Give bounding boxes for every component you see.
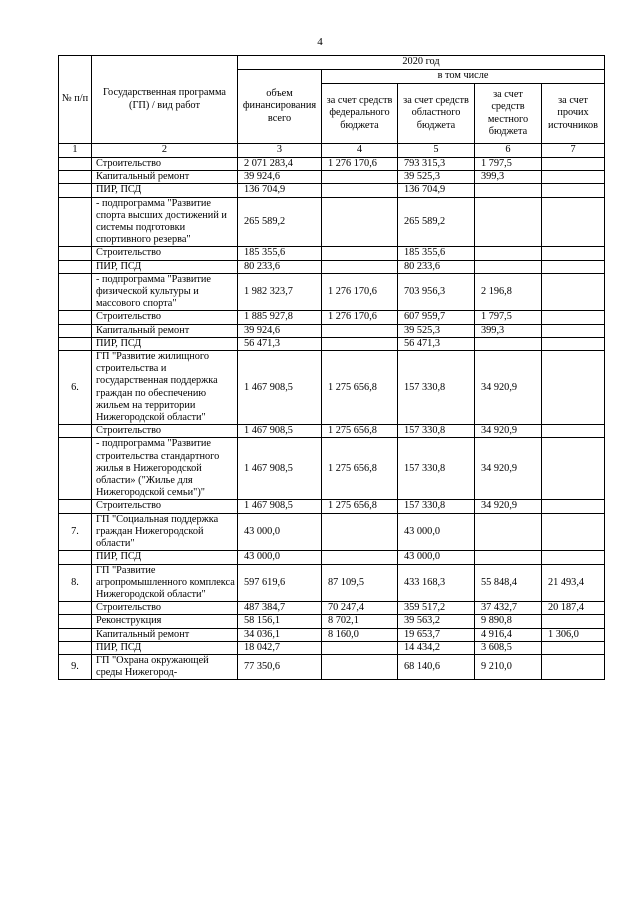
row-name: ПИР, ПСД: [92, 641, 238, 654]
cell-federal: 1 276 170,6: [322, 158, 398, 171]
index-cell: 4: [322, 144, 398, 158]
cell-total: 2 071 283,4: [238, 158, 322, 171]
row-name: Капитальный ремонт: [92, 628, 238, 641]
cell-other: [542, 654, 605, 679]
row-name: Капитальный ремонт: [92, 171, 238, 184]
cell-federal: [322, 337, 398, 350]
cell-local: 2 196,8: [475, 273, 542, 311]
cell-regional: 793 315,3: [398, 158, 475, 171]
row-name: Строительство: [92, 425, 238, 438]
row-name: - подпрограмма "Развитие физической культуры и массового спорта": [92, 273, 238, 311]
header-regional: за счет средств областного бюджета: [398, 84, 475, 144]
cell-other: 21 493,4: [542, 564, 605, 602]
cell-regional: 157 330,8: [398, 500, 475, 513]
cell-other: [542, 324, 605, 337]
cell-local: 37 432,7: [475, 602, 542, 615]
cell-federal: 70 247,4: [322, 602, 398, 615]
cell-total: 77 350,6: [238, 654, 322, 679]
cell-other: [542, 615, 605, 628]
cell-federal: [322, 551, 398, 564]
cell-federal: 1 275 656,8: [322, 425, 398, 438]
table-body: [59, 158, 605, 680]
cell-other: [542, 641, 605, 654]
cell-federal: 1 276 170,6: [322, 311, 398, 324]
cell-federal: [322, 641, 398, 654]
table-row: [59, 500, 605, 513]
table-row: [59, 641, 605, 654]
cell-other: [542, 311, 605, 324]
table-row: [59, 247, 605, 260]
cell-regional: 39 525,3: [398, 324, 475, 337]
table-row: [59, 311, 605, 324]
cell-regional: 433 168,3: [398, 564, 475, 602]
table-row: [59, 628, 605, 641]
row-number: [59, 171, 92, 184]
table-row: [59, 425, 605, 438]
index-cell: 7: [542, 144, 605, 158]
table-row: [59, 615, 605, 628]
cell-other: [542, 351, 605, 425]
cell-local: [475, 337, 542, 350]
cell-total: 487 384,7: [238, 602, 322, 615]
table-row: [59, 184, 605, 197]
cell-local: 3 608,5: [475, 641, 542, 654]
table-row: [59, 337, 605, 350]
cell-regional: 359 517,2: [398, 602, 475, 615]
row-number: [59, 337, 92, 350]
row-number: 7.: [59, 513, 92, 551]
cell-total: 43 000,0: [238, 551, 322, 564]
budget-table: [58, 55, 605, 680]
row-number: [59, 438, 92, 500]
cell-local: 34 920,9: [475, 351, 542, 425]
cell-total: 18 042,7: [238, 641, 322, 654]
index-cell: 1: [59, 144, 92, 158]
cell-total: 136 704,9: [238, 184, 322, 197]
cell-other: [542, 438, 605, 500]
cell-other: [542, 247, 605, 260]
row-number: [59, 273, 92, 311]
row-number: [59, 158, 92, 171]
row-name: Строительство: [92, 158, 238, 171]
cell-regional: 157 330,8: [398, 351, 475, 425]
cell-regional: 157 330,8: [398, 438, 475, 500]
row-name: ПИР, ПСД: [92, 551, 238, 564]
cell-other: [542, 171, 605, 184]
cell-federal: [322, 260, 398, 273]
row-number: [59, 197, 92, 247]
cell-local: 55 848,4: [475, 564, 542, 602]
row-number: 8.: [59, 564, 92, 602]
cell-local: [475, 197, 542, 247]
cell-other: [542, 273, 605, 311]
row-number: 6.: [59, 351, 92, 425]
cell-regional: 14 434,2: [398, 641, 475, 654]
cell-total: 80 233,6: [238, 260, 322, 273]
row-name: ГП "Развитие жилищного строительства и государственная поддержка граждан по обеспечению жильем на территории Нижегородской области": [92, 351, 238, 425]
table-row: [59, 551, 605, 564]
cell-total: 1 467 908,5: [238, 438, 322, 500]
cell-total: 597 619,6: [238, 564, 322, 602]
cell-other: [542, 197, 605, 247]
header-incl: в том числе: [322, 70, 605, 84]
cell-other: [542, 513, 605, 551]
row-name: ГП "Социальная поддержка граждан Нижегородской области": [92, 513, 238, 551]
cell-total: 1 467 908,5: [238, 351, 322, 425]
cell-local: [475, 551, 542, 564]
cell-local: 1 797,5: [475, 158, 542, 171]
cell-other: 20 187,4: [542, 602, 605, 615]
cell-other: [542, 551, 605, 564]
cell-local: 399,3: [475, 171, 542, 184]
cell-regional: 185 355,6: [398, 247, 475, 260]
table-row: [59, 273, 605, 311]
index-cell: 6: [475, 144, 542, 158]
cell-federal: [322, 184, 398, 197]
cell-total: 43 000,0: [238, 513, 322, 551]
row-name: - подпрограмма "Развитие спорта высших достижений и системы подготовки спортивного резерва": [92, 197, 238, 247]
cell-other: 1 306,0: [542, 628, 605, 641]
row-number: [59, 628, 92, 641]
cell-regional: 39 525,3: [398, 171, 475, 184]
row-name: Строительство: [92, 602, 238, 615]
cell-federal: [322, 247, 398, 260]
row-number: [59, 551, 92, 564]
cell-federal: 8 702,1: [322, 615, 398, 628]
row-name: ПИР, ПСД: [92, 260, 238, 273]
cell-total: 34 036,1: [238, 628, 322, 641]
cell-federal: 87 109,5: [322, 564, 398, 602]
cell-local: 9 890,8: [475, 615, 542, 628]
table-row: [59, 351, 605, 425]
cell-regional: 19 653,7: [398, 628, 475, 641]
table-row: [59, 324, 605, 337]
table-row: [59, 438, 605, 500]
row-number: [59, 260, 92, 273]
table-row: [59, 602, 605, 615]
cell-local: [475, 247, 542, 260]
cell-total: 1 467 908,5: [238, 425, 322, 438]
cell-total: 39 924,6: [238, 171, 322, 184]
cell-regional: 607 959,7: [398, 311, 475, 324]
row-number: 9.: [59, 654, 92, 679]
row-name: Строительство: [92, 500, 238, 513]
row-name: Реконструкция: [92, 615, 238, 628]
cell-regional: 265 589,2: [398, 197, 475, 247]
row-number: [59, 184, 92, 197]
row-number: [59, 602, 92, 615]
cell-local: [475, 260, 542, 273]
row-name: Строительство: [92, 311, 238, 324]
cell-other: [542, 337, 605, 350]
cell-local: [475, 184, 542, 197]
cell-federal: [322, 171, 398, 184]
table-header: [59, 56, 605, 158]
row-name: ГП "Охрана окружающей среды Нижегород-: [92, 654, 238, 679]
row-number: [59, 324, 92, 337]
table-row: [59, 564, 605, 602]
cell-regional: 68 140,6: [398, 654, 475, 679]
cell-other: [542, 184, 605, 197]
header-other: за счет прочих источников: [542, 84, 605, 144]
cell-local: 34 920,9: [475, 425, 542, 438]
cell-federal: 8 160,0: [322, 628, 398, 641]
row-name: ПИР, ПСД: [92, 337, 238, 350]
cell-local: 1 797,5: [475, 311, 542, 324]
cell-local: 34 920,9: [475, 500, 542, 513]
cell-total: 1 982 323,7: [238, 273, 322, 311]
cell-regional: 136 704,9: [398, 184, 475, 197]
header-federal: за счет средств федерального бюджета: [322, 84, 398, 144]
index-cell: 5: [398, 144, 475, 158]
cell-regional: 703 956,3: [398, 273, 475, 311]
header-local: за счет средств местного бюджета: [475, 84, 542, 144]
cell-local: [475, 513, 542, 551]
cell-regional: 43 000,0: [398, 513, 475, 551]
page-number: 4: [317, 36, 323, 48]
row-name: Строительство: [92, 247, 238, 260]
row-number: [59, 247, 92, 260]
cell-total: 1 467 908,5: [238, 500, 322, 513]
cell-local: 399,3: [475, 324, 542, 337]
row-number: [59, 641, 92, 654]
cell-other: [542, 425, 605, 438]
header-total: объем финансирования всего: [238, 70, 322, 144]
cell-total: 39 924,6: [238, 324, 322, 337]
cell-federal: 1 276 170,6: [322, 273, 398, 311]
cell-federal: [322, 197, 398, 247]
index-cell: 2: [92, 144, 238, 158]
cell-other: [542, 500, 605, 513]
row-number: [59, 500, 92, 513]
cell-total: 185 355,6: [238, 247, 322, 260]
cell-other: [542, 158, 605, 171]
table-row: [59, 513, 605, 551]
row-name: - подпрограмма "Развитие строительства стандартного жилья в Нижегородской области» ("Жилье для Нижегородской семьи")": [92, 438, 238, 500]
row-name: Капитальный ремонт: [92, 324, 238, 337]
table-row: [59, 654, 605, 679]
cell-federal: [322, 513, 398, 551]
cell-total: 265 589,2: [238, 197, 322, 247]
table-row: [59, 158, 605, 171]
cell-federal: [322, 654, 398, 679]
cell-other: [542, 260, 605, 273]
cell-local: 34 920,9: [475, 438, 542, 500]
cell-regional: 43 000,0: [398, 551, 475, 564]
table-row: [59, 260, 605, 273]
table-row: [59, 197, 605, 247]
cell-local: 9 210,0: [475, 654, 542, 679]
row-number: [59, 615, 92, 628]
cell-regional: 80 233,6: [398, 260, 475, 273]
table-row: [59, 171, 605, 184]
cell-federal: 1 275 656,8: [322, 438, 398, 500]
row-name: ПИР, ПСД: [92, 184, 238, 197]
row-number: [59, 425, 92, 438]
header-name: Государственная программа (ГП) / вид работ: [92, 56, 238, 144]
cell-regional: 157 330,8: [398, 425, 475, 438]
row-name: ГП "Развитие агропромышленного комплекса Нижегородской области": [92, 564, 238, 602]
cell-federal: [322, 324, 398, 337]
cell-total: 56 471,3: [238, 337, 322, 350]
index-cell: 3: [238, 144, 322, 158]
header-no: № п/п: [59, 56, 92, 144]
cell-total: 1 885 927,8: [238, 311, 322, 324]
header-year: 2020 год: [238, 56, 605, 70]
cell-federal: 1 275 656,8: [322, 351, 398, 425]
cell-total: 58 156,1: [238, 615, 322, 628]
cell-regional: 39 563,2: [398, 615, 475, 628]
cell-federal: 1 275 656,8: [322, 500, 398, 513]
cell-regional: 56 471,3: [398, 337, 475, 350]
row-number: [59, 311, 92, 324]
cell-local: 4 916,4: [475, 628, 542, 641]
